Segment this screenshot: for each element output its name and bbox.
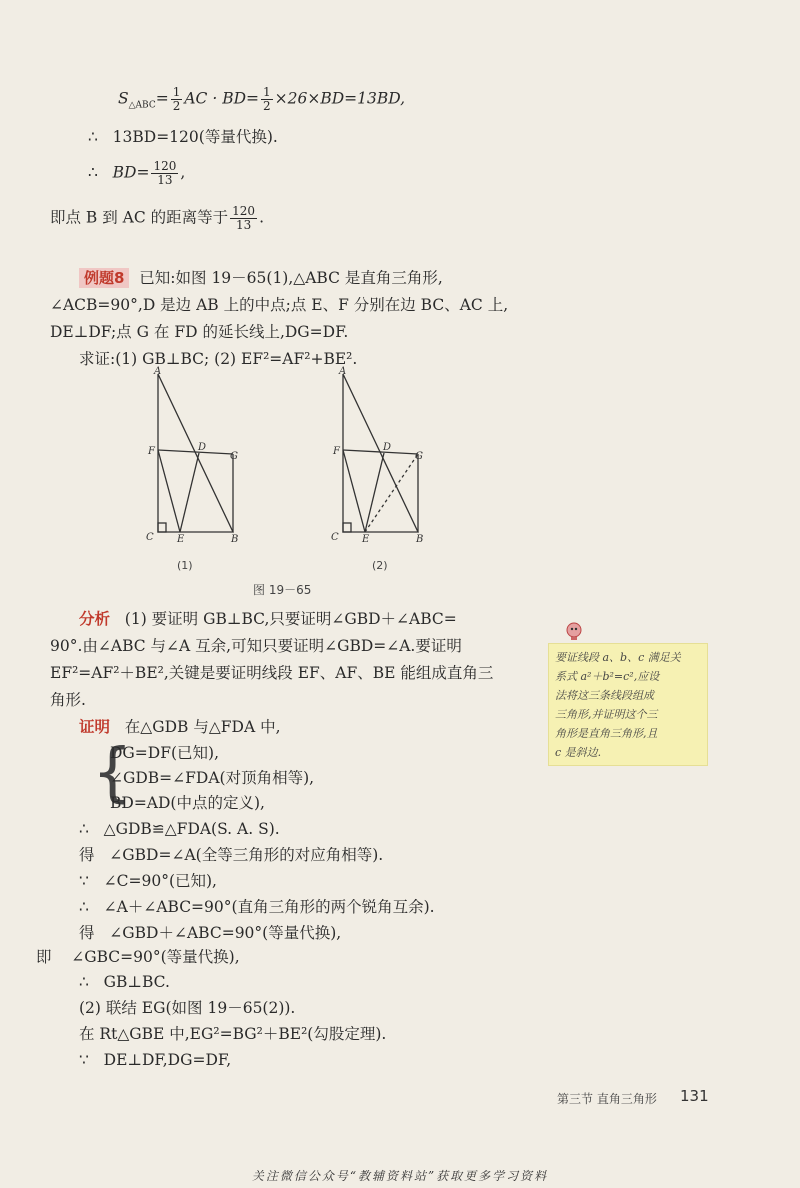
proof-label: 证明 <box>79 718 111 736</box>
proof-condition: DG=DF(已知), <box>110 744 219 762</box>
side-note-line: 三角形,并证明这个三 <box>555 708 658 721</box>
side-note-line: 要证线段 a、b、c 满足关 <box>555 651 681 664</box>
point-label-b: B <box>231 534 239 545</box>
point-label-a: A <box>339 366 347 377</box>
proof-step: ∵ DE⊥DF,DG=DF, <box>79 1051 232 1069</box>
example-goal: 求证:(1) GB⊥BC; (2) EF²=AF²+BE². <box>79 350 358 368</box>
point-label-a: A <box>154 366 162 377</box>
point-label-b: B <box>416 534 424 545</box>
side-note <box>548 643 708 766</box>
idea-icon <box>563 620 585 642</box>
proof-conclusion: 即点 B 到 AC 的距离等于 $\frac{120}{13}$ . <box>50 204 264 232</box>
footer-section-title: 第三节 直角三角形 <box>557 1092 657 1106</box>
point-label-c: C <box>331 532 339 543</box>
figure-caption: 图 19－65 <box>253 583 312 597</box>
point-label-c: C <box>146 532 154 543</box>
watermark-text: 关注微信公众号“教辅资料站”获取更多学习资料 <box>251 1169 549 1183</box>
proof-step: ∵ ∠C=90°(已知), <box>79 872 217 890</box>
side-note-line: 系式 a²＋b²=c²,应设 <box>555 670 660 683</box>
example-line: 例题8 已知:如图 19－65(1),△ABC 是直角三角形, <box>79 268 443 288</box>
point-label-f: F <box>148 446 155 457</box>
proof-heading: 证明 在△GDB 与△FDA 中, <box>79 718 281 736</box>
figure-sublabel: (2) <box>372 559 388 572</box>
proof-condition: BD=AD(中点的定义), <box>110 794 265 812</box>
area-formula-line: $S_{\triangle ABC}=$ $\frac{1}{2}$ AC · BD= $\frac{1}{2}$ ×26×BD=13BD, <box>118 85 406 113</box>
side-note-line: c 是斜边. <box>555 746 602 759</box>
point-label-g: G <box>230 451 238 462</box>
point-label-d: D <box>198 442 207 453</box>
point-label-g: G <box>415 451 423 462</box>
proof-step: 得 ∠GBD=∠A(全等三角形的对应角相等). <box>79 846 384 864</box>
fraction-half: $\frac{1}{2}$ <box>263 85 271 113</box>
example-line: ∠ACB=90°,D 是边 AB 上的中点;点 E、F 分别在边 BC、AC 上, <box>50 296 509 314</box>
proof-step: 即 ∠GBC=90°(等量代换), <box>36 948 240 966</box>
point-label-d: D <box>383 442 392 453</box>
analysis-line: 角形. <box>50 691 86 709</box>
proof-step: ∴ △GDB≌△FDA(S. A. S). <box>79 820 280 838</box>
proof-step: 在 Rt△GBE 中,EG²=BG²＋BE²(勾股定理). <box>79 1025 387 1043</box>
point-label-e: E <box>177 534 185 545</box>
proof-condition: ∠GDB=∠FDA(对顶角相等), <box>110 769 315 787</box>
proof-step: (2) 联结 EG(如图 19－65(2)). <box>79 999 296 1017</box>
fraction: $\frac{120}{13}$ <box>232 204 256 232</box>
side-note-line: 法将这三条线段组成 <box>555 689 654 702</box>
point-label-e: E <box>362 534 370 545</box>
proof-step: ∴ ∠A＋∠ABC=90°(直角三角形的两个锐角互余). <box>79 898 435 916</box>
proof-line: ∴ 13BD=120(等量代换). <box>88 128 278 146</box>
side-note-line: 角形是直角三角形,且 <box>555 727 658 740</box>
analysis-line: EF²=AF²＋BE²,关键是要证明线段 EF、AF、BE 能组成直角三 <box>50 664 494 682</box>
analysis-line: 分析 (1) 要证明 GB⊥BC,只要证明∠GBD＋∠ABC= <box>79 610 457 628</box>
fraction: $\frac{120}{13}$ <box>153 159 177 187</box>
fraction-half: $\frac{1}{2}$ <box>172 85 181 113</box>
proof-step: ∴ GB⊥BC. <box>79 973 170 991</box>
proof-line: ∴ BD= $\frac{120}{13}$ , <box>88 159 186 187</box>
brace-symbol: { <box>92 736 133 810</box>
page-number: 131 <box>680 1087 709 1105</box>
analysis-line: 90°.由∠ABC 与∠A 互余,可知只要证明∠GBD=∠A.要证明 <box>50 637 462 655</box>
figure-19-65-2 <box>325 366 435 546</box>
proof-step: 得 ∠GBD＋∠ABC=90°(等量代换), <box>79 924 342 942</box>
analysis-label: 分析 <box>79 610 111 628</box>
example-line: DE⊥DF;点 G 在 FD 的延长线上,DG=DF. <box>50 323 349 341</box>
example-label: 例题8 <box>79 268 129 288</box>
figure-sublabel: (1) <box>177 559 193 572</box>
point-label-f: F <box>333 446 340 457</box>
figure-19-65-1 <box>140 366 250 546</box>
